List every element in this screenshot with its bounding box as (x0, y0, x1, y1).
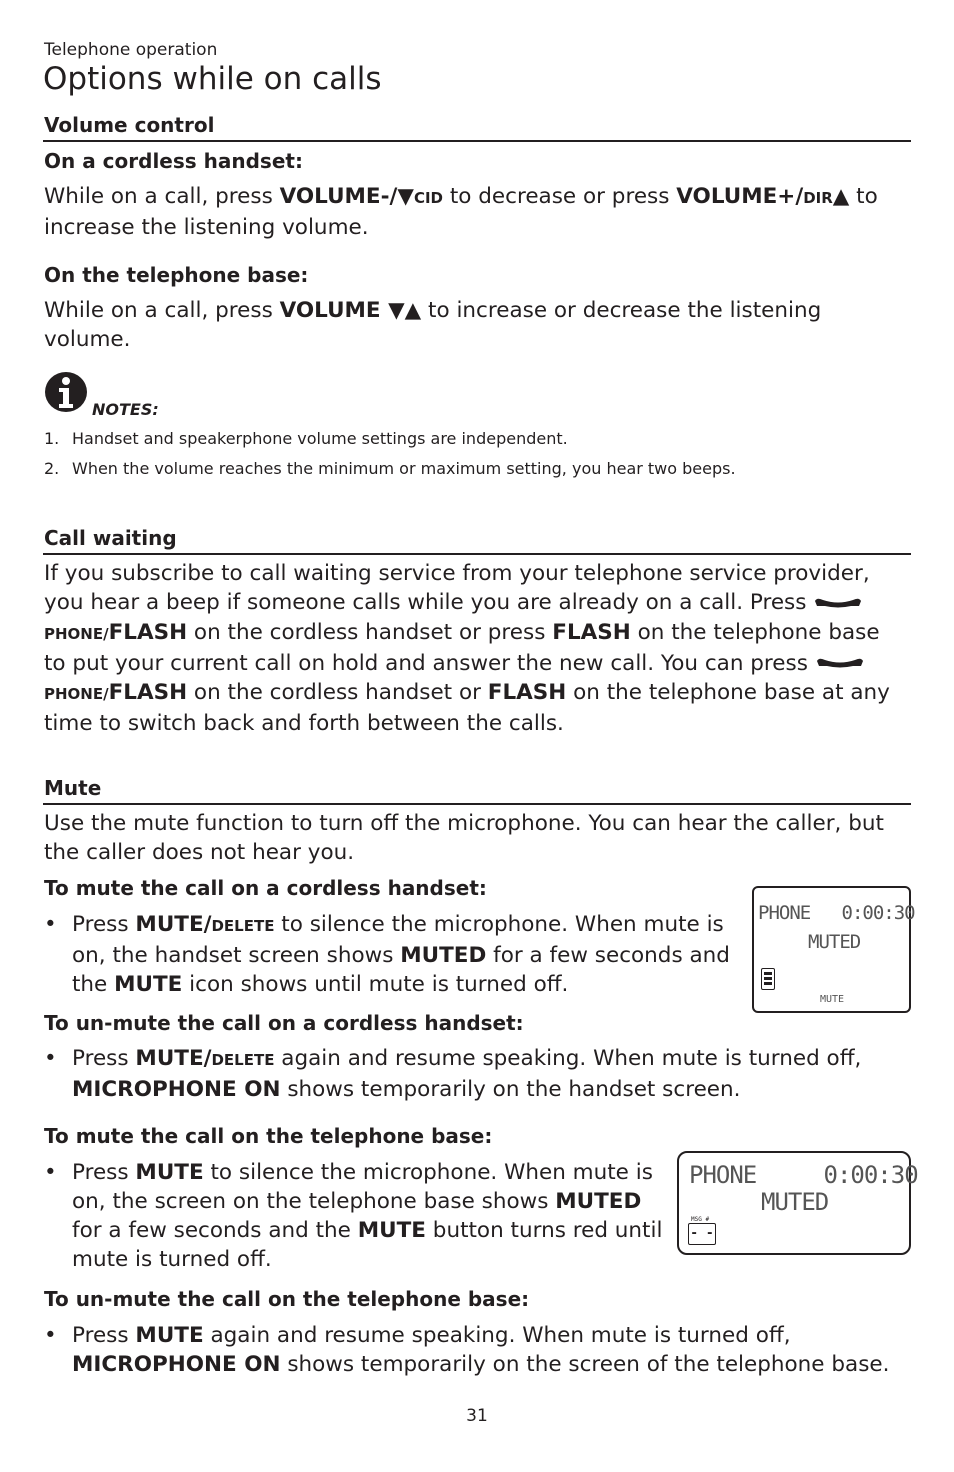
call-waiting-heading: Call waiting (44, 526, 177, 550)
base-screen (677, 1151, 918, 1255)
base-screen-line1: PHONE 0:00:30 (689, 1161, 918, 1189)
volume-base-paragraph: While on a call, press VOLUME ▼▲ to increase or decrease the listening volume. (44, 298, 822, 352)
handset-unmute-bullet: • Press MUTE/DELETE again and resume speaking. When mute is turned off, MICROPHONE ON shows temporarily on the handset screen. (44, 1046, 862, 1102)
volume-control-heading: Volume control (44, 113, 215, 137)
volume-control-rule (43, 140, 911, 142)
note-item: 2. When the volume reaches the minimum or maximum setting, you hear two beeps. (44, 459, 736, 478)
mute-heading: Mute (44, 776, 102, 800)
section-label: Telephone operation (44, 40, 218, 60)
call-waiting-rule (43, 553, 911, 555)
mute-intro: Use the mute function to turn off the microphone. You can hear the caller, but the caller does not hear you. (44, 811, 884, 865)
cordless-handset-subheading: On a cordless handset: (44, 149, 303, 173)
handset-screen-line2: MUTED (808, 931, 861, 953)
info-icon (44, 371, 90, 415)
handset-screen-line1: PHONE 0:00:30 (758, 902, 915, 924)
base-screen-line2: MUTED (761, 1188, 829, 1216)
handset-mute-subheading: To mute the call on a cordless handset: (44, 876, 487, 900)
telephone-base-subheading: On the telephone base: (44, 263, 309, 287)
phone-icon (813, 589, 863, 618)
base-mute-bullet: • Press MUTE to silence the microphone. When mute is on, the screen on the telephone base shows MUTED for a few seconds and the MUTE button turns red until mute is turned off. (44, 1160, 663, 1272)
base-mute-subheading: To mute the call on the telephone base: (44, 1124, 493, 1148)
base-unmute-bullet: • Press MUTE again and resume speaking. When mute is turned off, MICROPHONE ON shows temporarily on the screen of the telephone base. (44, 1323, 890, 1377)
page-number: 31 (466, 1406, 488, 1426)
phone-icon (815, 649, 865, 678)
battery-icon (761, 968, 775, 990)
page-title: Options while on calls (43, 61, 382, 97)
message-counter: - - (688, 1223, 716, 1245)
notes-label: NOTES: (92, 400, 159, 419)
call-waiting-paragraph: If you subscribe to call waiting service from your telephone service provider, you hear a beep if someone calls while you are already on a call. Press PHONE/FLASH on the cordless handset or press FLASH on the telephone base to put your current call on hold and answer the new call. You can press PHONE/FLASH on the cordless handset or FLASH on the telephone base at any time to switch back and forth between the calls. (44, 561, 890, 736)
mute-rule (43, 803, 911, 805)
handset-screen (752, 886, 915, 1013)
msg-label: MSG # (691, 1216, 710, 1223)
mute-indicator: MUTE (820, 994, 845, 1005)
handset-unmute-subheading: To un-mute the call on a cordless handset: (44, 1011, 524, 1035)
handset-mute-bullet: • Press MUTE/DELETE to silence the microphone. When mute is on, the handset screen shows MUTED for a few seconds and the MUTE icon shows until mute is turned off. (44, 912, 730, 997)
note-item: 1. Handset and speakerphone volume settings are independent. (44, 429, 568, 448)
base-unmute-subheading: To un-mute the call on the telephone base: (44, 1287, 530, 1311)
volume-handset-paragraph: While on a call, press VOLUME-/▼CID to decrease or press VOLUME+/DIR▲ to increase the listening volume. (44, 184, 878, 240)
